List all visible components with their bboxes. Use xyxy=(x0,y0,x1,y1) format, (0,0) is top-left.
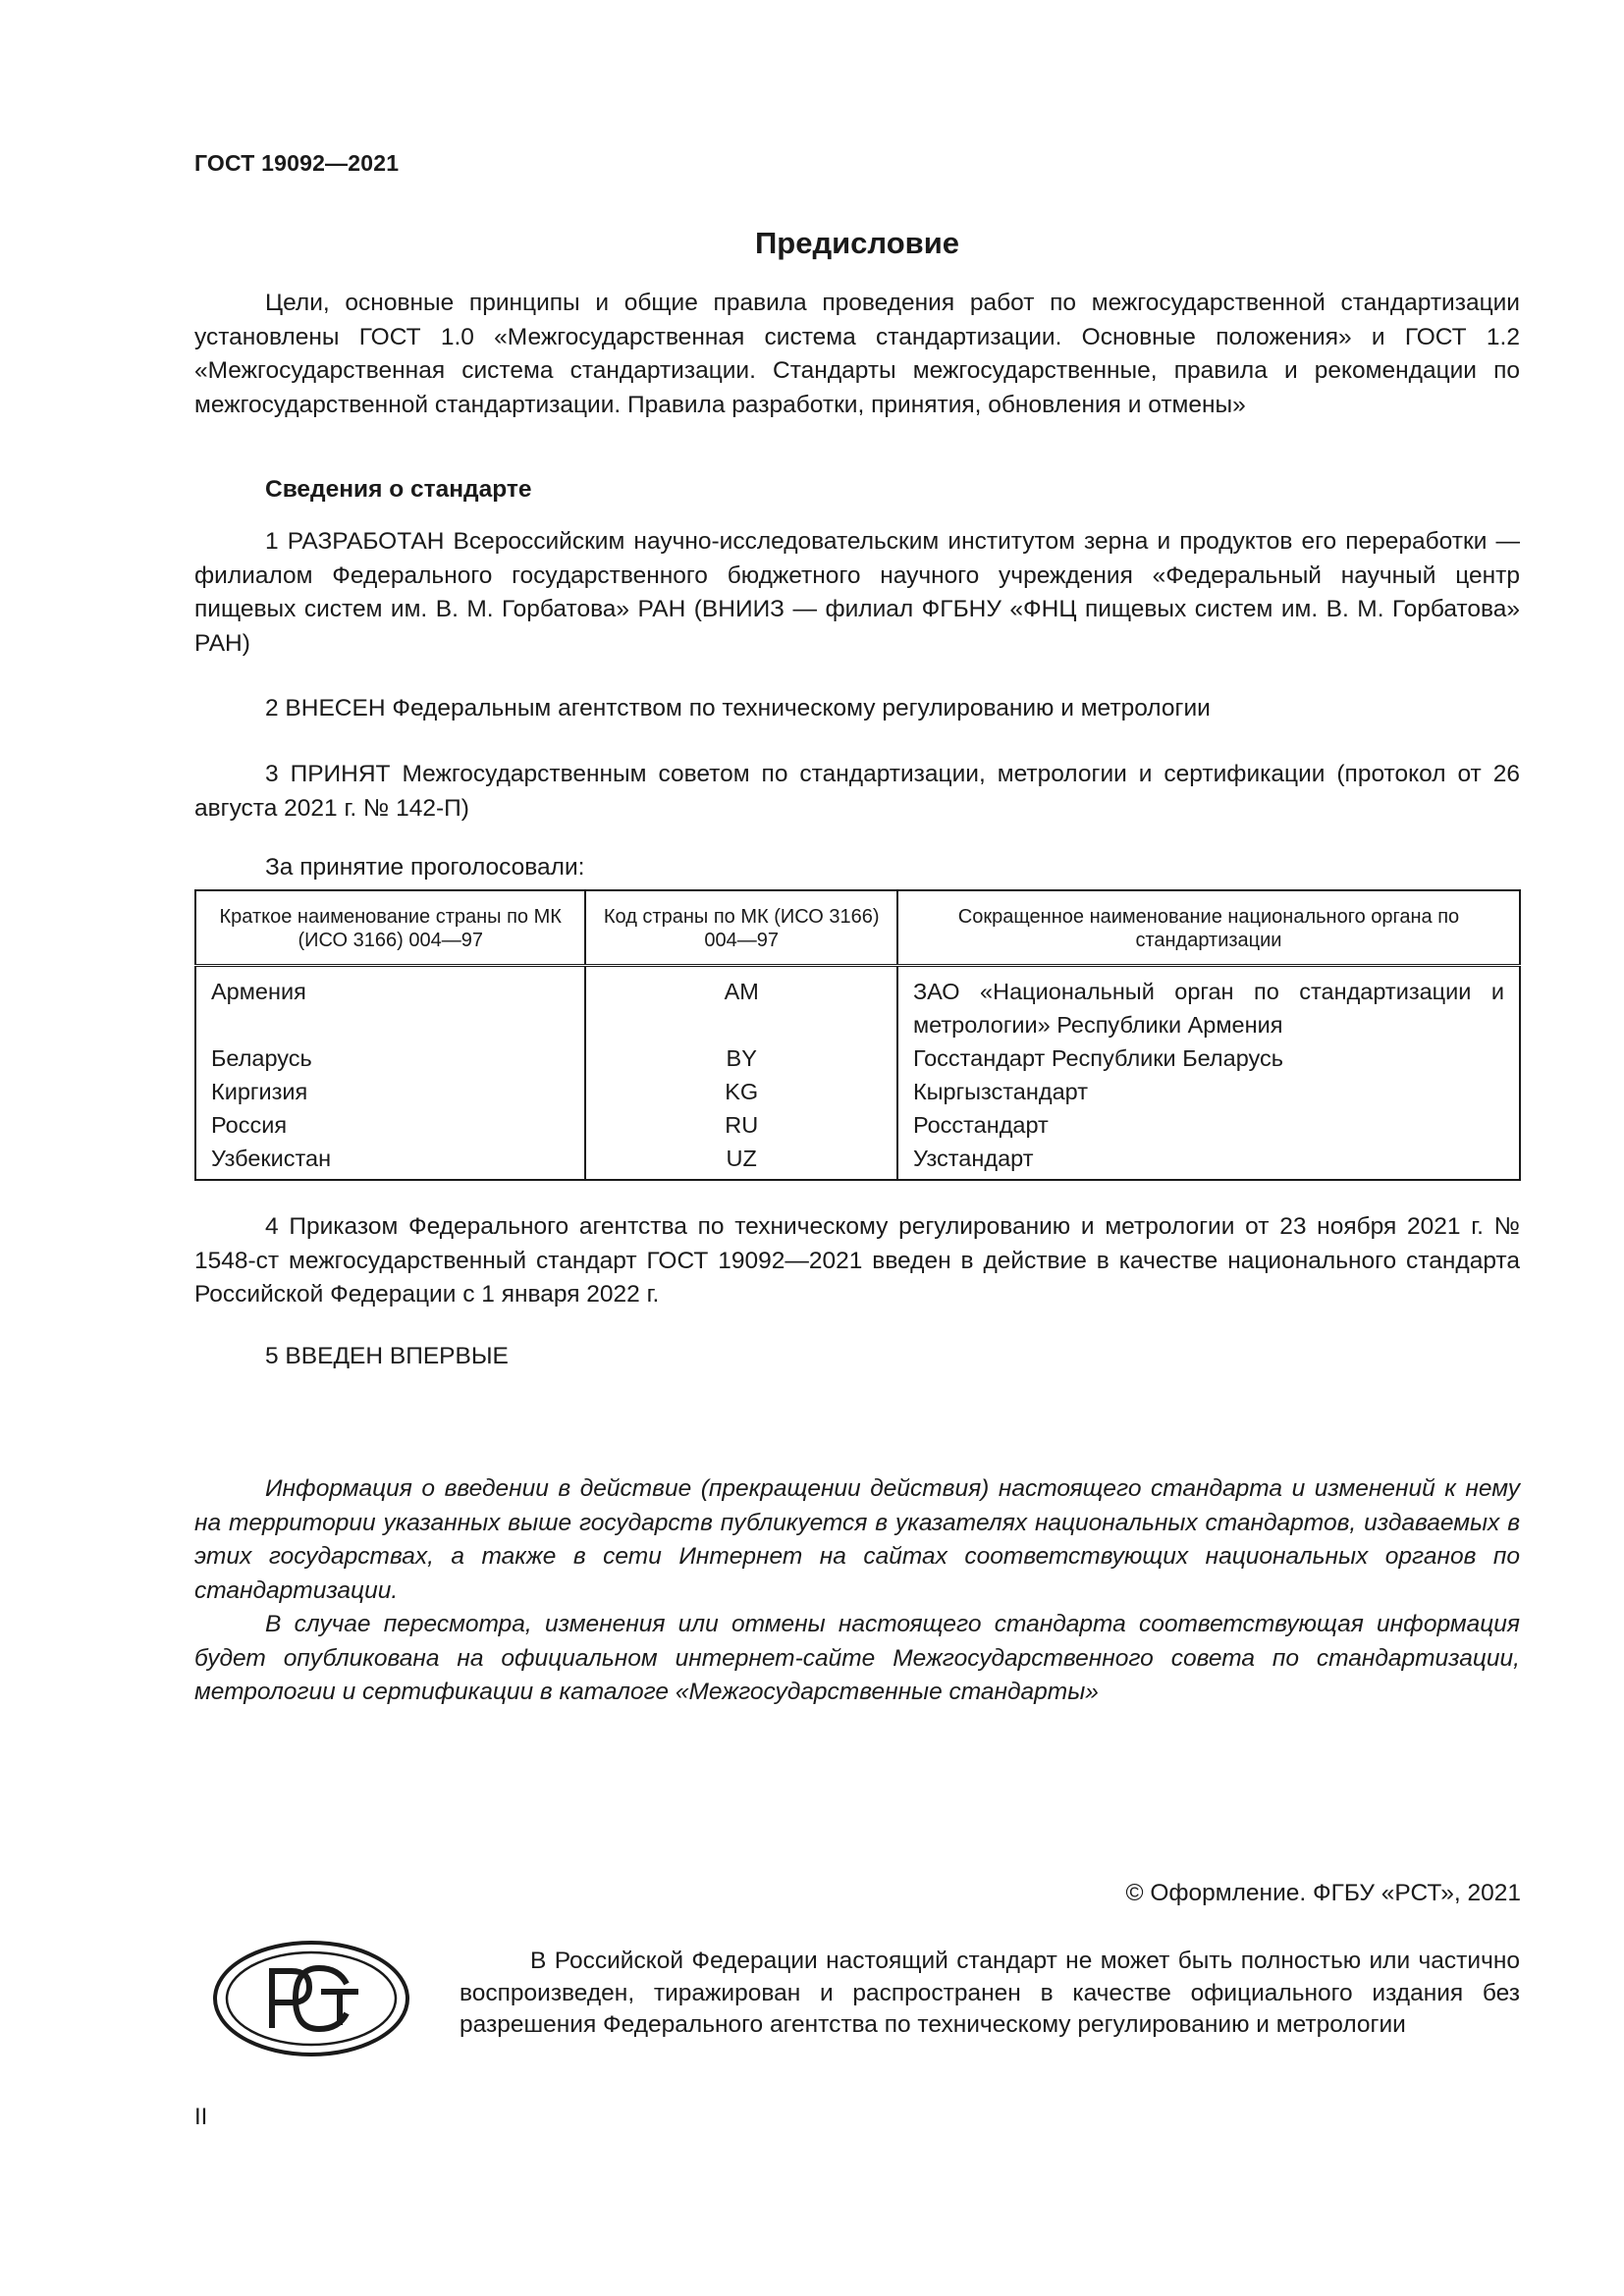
table-header-organization: Сокращенное наименование национального органа по стандартизации xyxy=(897,890,1520,966)
info-note-2: В случае пересмотра, изменения или отмены настоящего стандарта соответствующая информация будет опубликована на официальном интернет-сайте Межгосударственного совета по стандартизации, метрологии и сертификации в каталоге «Межгосударственные стандарты» xyxy=(194,1611,1520,1705)
page-title: Предисловие xyxy=(754,226,959,260)
standard-info-item-5: 5 ВВЕДЕН ВПЕРВЫЕ xyxy=(265,1343,509,1369)
table-row xyxy=(195,1075,1520,1108)
national-body: Узстандарт xyxy=(897,1142,1520,1180)
standard-info-heading: Сведения о стандарте xyxy=(265,476,532,503)
preface-intro: Цели, основные принципы и общие правила проведения работ по межгосударственной стандартизации установлены ГОСТ 1.0 «Межгосударственная система стандартизации. Основные положения» и ГОСТ 1.2 «Межгосударственная система стандартизации. Стандарты межгосударственные, правила и рекомендации по межгосударственной стандартизации. Правила разработки, принятия, обновления и отмены» xyxy=(194,290,1520,418)
country-name: Киргизия xyxy=(195,1075,585,1108)
national-body: Росстандарт xyxy=(897,1108,1520,1142)
page-number: II xyxy=(194,2104,208,2130)
country-name: Беларусь xyxy=(195,1041,585,1075)
table-header-code: Код страны по МК (ИСО 3166) 004—97 xyxy=(585,890,896,966)
standard-info-item-1: 1 РАЗРАБОТАН Всероссийским научно-исследовательским институтом зерна и продуктов его переработки — филиалом Федерального государственного бюджетного научного учреждения «Федеральный научный центр пищевых систем им. В. М. Горбатова» РАН (ВНИИЗ — филиал ФГБНУ «ФНЦ пищевых систем им. В. М. Горбатова» РАН) xyxy=(194,528,1520,657)
country-code: KG xyxy=(585,1075,896,1108)
country-name: Россия xyxy=(195,1108,585,1142)
country-code: RU xyxy=(585,1108,896,1142)
table-header-country: Краткое наименование страны по МК (ИСО 3166) 004—97 xyxy=(195,890,585,966)
reproduction-notice: В Российской Федерации настоящий стандарт не может быть полностью или частично воспроизведен, тиражирован и распространен в качестве официального издания без разрешения Федерального агентства по техническому регулированию и метрологии xyxy=(460,1948,1520,2038)
country-name: Узбекистан xyxy=(195,1142,585,1180)
table-row xyxy=(195,1108,1520,1142)
voted-label: За принятие проголосовали: xyxy=(265,854,585,881)
country-code: BY xyxy=(585,1041,896,1075)
standard-info-item-3: 3 ПРИНЯТ Межгосударственным советом по стандартизации, метрологии и сертификации (протокол от 26 августа 2021 г. № 142-П) xyxy=(194,761,1520,822)
rst-certification-logo-icon xyxy=(211,1939,412,2058)
info-note-1: Информация о введении в действие (прекращении действия) настоящего стандарта и изменений к нему на территории указанных выше государств публикуется в указателях национальных стандартов, издаваемых в этих государствах, а также в сети Интернет на сайтах соответствующих национальных органов по стандартизации. xyxy=(194,1475,1520,1604)
standard-info-item-4: 4 Приказом Федерального агентства по техническому регулированию и метрологии от 23 ноября 2021 г. № 1548-ст межгосударственный стандарт ГОСТ 19092—2021 введен в действие в качестве национального стандарта Российской Федерации с 1 января 2022 г. xyxy=(194,1213,1520,1308)
national-body: Кыргызстандарт xyxy=(897,1075,1520,1108)
standard-info-item-2: 2 ВНЕСЕН Федеральным агентством по техническому регулированию и метрологии xyxy=(265,695,1211,721)
copyright-line: © Оформление. ФГБУ «РСТ», 2021 xyxy=(1125,1880,1521,1906)
national-body: Госстандарт Республики Беларусь xyxy=(897,1041,1520,1075)
voting-countries-table xyxy=(194,889,1521,1181)
country-code: AM xyxy=(585,966,896,1042)
document-code: ГОСТ 19092—2021 xyxy=(194,150,400,176)
country-code: UZ xyxy=(585,1142,896,1180)
table-row xyxy=(195,966,1520,1042)
national-body: ЗАО «Национальный орган по стандартизации и метрологии» Республики Армения xyxy=(897,966,1520,1042)
table-row xyxy=(195,1142,1520,1180)
country-name: Армения xyxy=(195,966,585,1042)
table-header-row xyxy=(195,890,1520,966)
table-row xyxy=(195,1041,1520,1075)
